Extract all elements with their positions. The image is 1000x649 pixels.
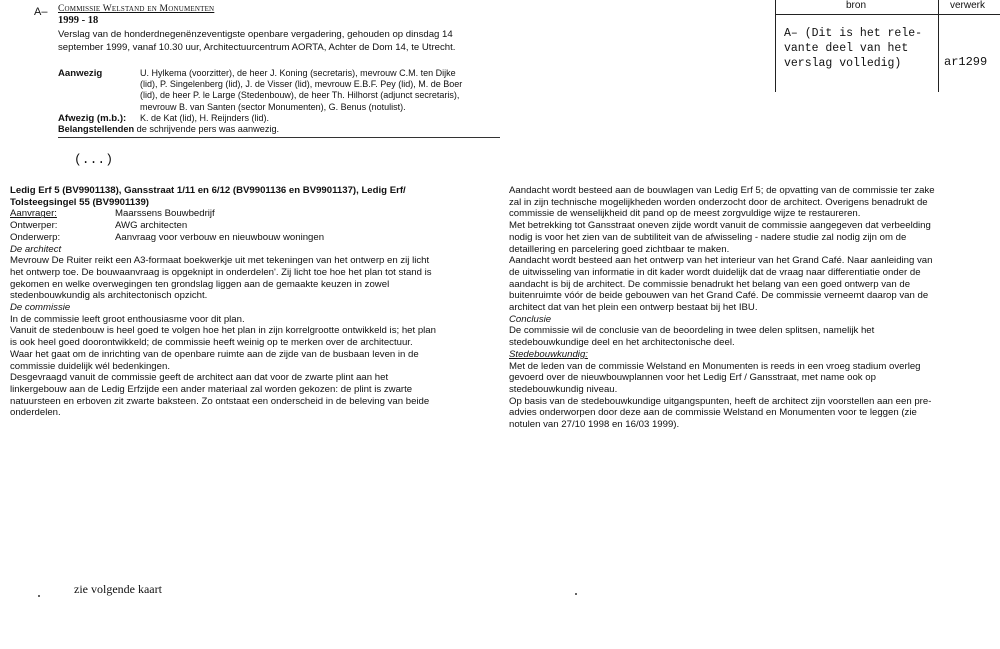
commission-line: Waar het gaat om de inrichting van de openbare ruimte aan de zijde van de busbaan leven in de: [10, 348, 419, 360]
attendance-line: U. Hylkema (voorzitter), de heer J. Koning (secretaris), mevrouw C.M. ten Dijke: [140, 68, 456, 78]
source-table: [775, 0, 1000, 92]
architect-heading: De architect: [10, 243, 62, 255]
table-reference-code: ar1299: [944, 55, 988, 69]
commission-line: linkergebouw aan de Ledig Erfzijde een ander materiaal zal worden gekozen: de plint is zwarte: [10, 383, 413, 395]
stray-dot: [38, 595, 40, 597]
body-line: architect dat van het plein een ontwerp bestaat bij het IBU.: [509, 302, 758, 314]
table-header-verwerk: verwerk: [950, 0, 986, 11]
field-applicant: [10, 208, 500, 220]
urban-heading: Stedebouwkundig:: [509, 348, 588, 360]
field-key: Ontwerper:: [10, 220, 58, 232]
body-line: Aandacht wordt besteed aan de bouwlagen van Ledig Erf 5; de opvatting van de commissie ter zake: [509, 185, 935, 196]
body-line: de uitwisseling van informatie in dit kader wordt duidelijk dat de vraag naar differentiatie onder de: [509, 266, 921, 278]
field-designer: [10, 220, 500, 232]
item-title-line: Tolsteegsingel 55 (BV9901139): [10, 196, 149, 208]
commission-line: Desgevraagd vanuit de commissie geeft de architect aan dat voor de zwarte plint aan het: [10, 372, 389, 384]
conclusion-heading: Conclusie: [509, 313, 552, 325]
report-intro: Verslag van de honderdnegenënzeventigste openbare vergadering, gehouden op dinsdag 14 september 1999, vanaf 10.30 uur, Architectuurcentrum AORTA, Achter de Dom 14, te Utrecht.: [58, 29, 456, 53]
body-line: zal in zijn technische mogelijkheden worden onderzocht door de architect. Overigens benadrukt de: [509, 196, 928, 208]
left-column: [10, 185, 500, 419]
header-divider: [58, 137, 500, 138]
urban-line: stedebouwkundig niveau.: [509, 383, 618, 395]
conclusion-line: stedebouwkundige deel en het architectonische deel.: [509, 337, 735, 349]
ellipsis-marker: (...): [74, 152, 114, 167]
table-header-bron: bron: [846, 0, 867, 11]
architect-line: gekomen en welke overwegingen ten grondslag liggen aan de gemaakte keuzen in zowel: [10, 278, 390, 290]
body-line: detaillering en parcelering goed zichtbaar te maken.: [509, 243, 730, 255]
commission-line: is ook heel goed doorontwikkeld; de commissie heeft weinig op te merken over de architectuur.: [10, 337, 413, 349]
footer-note: zie volgende kaart: [74, 582, 162, 596]
commission-line: In de commissie leeft groot enthousiasme voor dit plan.: [10, 313, 245, 325]
body-line: buitenruimte vóór de beide gebouwen van het Grand Café. De commissie verneemt daarop van de: [509, 290, 929, 302]
field-key: Aanvrager:: [10, 208, 57, 220]
field-key: Onderwerp:: [10, 231, 61, 243]
conclusion-line: De commissie wil de conclusie van de beoordeling in twee delen splitsen, namelijk het: [509, 325, 875, 337]
field-subject: [10, 232, 500, 244]
press-text: de schrijvende pers was aanwezig.: [134, 124, 280, 134]
urban-line: Met de leden van de commissie Welstand en Monumenten is reeds in een vroeg stadium overleg: [509, 360, 921, 372]
attendance-line: (lid), P. Singelenberg (lid), J. de Visser (lid), mevrouw E.B.F. Pey (lid), M. de Boer: [140, 79, 463, 90]
press-label: Belangstellenden: [58, 124, 135, 134]
body-line: Met betrekking tot Gansstraat oneven zijde wordt vanuit de commissie aangegeven dat verbeelding: [509, 220, 931, 232]
attendance-label: Aanwezig: [58, 68, 103, 79]
table-source-note: A– (Dit is het rele- vante deel van het verslag volledig): [784, 27, 923, 70]
field-value: AWG architecten: [115, 220, 188, 232]
commission-line: onderdelen.: [10, 407, 61, 419]
body-line: aandacht is bij de architect. De commissie benadrukt het belang van een goed ontwerp van de: [509, 278, 911, 290]
architect-line: Mevrouw De Ruiter reikt een A3-formaat boekwerkje uit met tekeningen van het ontwerp en zij licht: [10, 255, 430, 267]
urban-line: notulen van 27/10 1998 en 16/03 1999).: [509, 419, 680, 431]
body-line: nodig is voor het zien van de subtiliteit van de afwisseling - nadere studie zal nodig zijn om de: [509, 231, 907, 243]
attendance-line: mevrouw B. van Santen (sector Monumenten), G. Benus (notulist).: [140, 101, 406, 112]
item-title-line: Ledig Erf 5 (BV9901138), Gansstraat 1/11 en 6/12 (BV9901136 en BV9901137), Ledig Erf/: [10, 185, 406, 196]
right-column: [509, 185, 991, 431]
table-column-divider: [938, 0, 939, 92]
commission-line: natuursteen en erboven zit zwarte baksteen. Zo ontstaat een onderscheid in de beleving van beide: [10, 395, 430, 407]
urban-line: gevoerd over de nieuwbouwplannen voor het Ledig Erf / Gansstraat, met name ook op: [509, 372, 876, 384]
commission-line: commissie duidelijk wél bedenkingen.: [10, 360, 170, 372]
attendance-line: (lid), de heer P. le Large (Stedenbouw), de heer Th. Hilhorst (adjunct secretaris),: [140, 90, 460, 101]
commission-line: Vanuit de stedenbouw is heel goed te volgen hoe het plan in zijn korrelgrootte ontwikkeld is; het plan: [10, 325, 436, 337]
commission-heading: De commissie: [10, 302, 71, 314]
commission-title: Commissie Welstand en Monumenten: [58, 4, 215, 14]
field-value: Aanvraag voor verbouw en nieuwbouw woningen: [115, 231, 325, 243]
body-line: Aandacht wordt besteed aan het ontwerp van het interieur van het Grand Café. Naar aanleiding van: [509, 255, 933, 267]
absent-label: Afwezig (m.b.):: [58, 113, 127, 124]
stray-dot: [575, 593, 577, 595]
a-marker: A–: [34, 6, 48, 18]
press-note: [58, 124, 279, 134]
document-number: 1999 - 18: [58, 15, 99, 26]
architect-line: stedenbouwkundig als architectonisch opzicht.: [10, 290, 208, 302]
body-line: commissie de wenselijkheid dit pand op de meest zorgvuldige wijze te restaureren.: [509, 208, 861, 220]
attendance-list: [140, 68, 500, 113]
urban-line: Op basis van de stedebouwkundige uitgangspunten, heeft de architect zijn voorstellen aan een pre-: [509, 395, 932, 407]
field-value: Maarssens Bouwbedrijf: [115, 208, 215, 220]
architect-line: het ontwerp toe. De bouwaanvraag is opgeknipt in onderdelen'. Zij licht toe hoe het plan tot stand is: [10, 266, 432, 278]
urban-line: advies onderworpen door deze aan de commissie Welstand en Monumenten voor te leggen (zie: [509, 407, 917, 419]
table-header-line: [776, 14, 1000, 15]
absent-text: K. de Kat (lid), H. Reijnders (lid).: [140, 113, 270, 123]
